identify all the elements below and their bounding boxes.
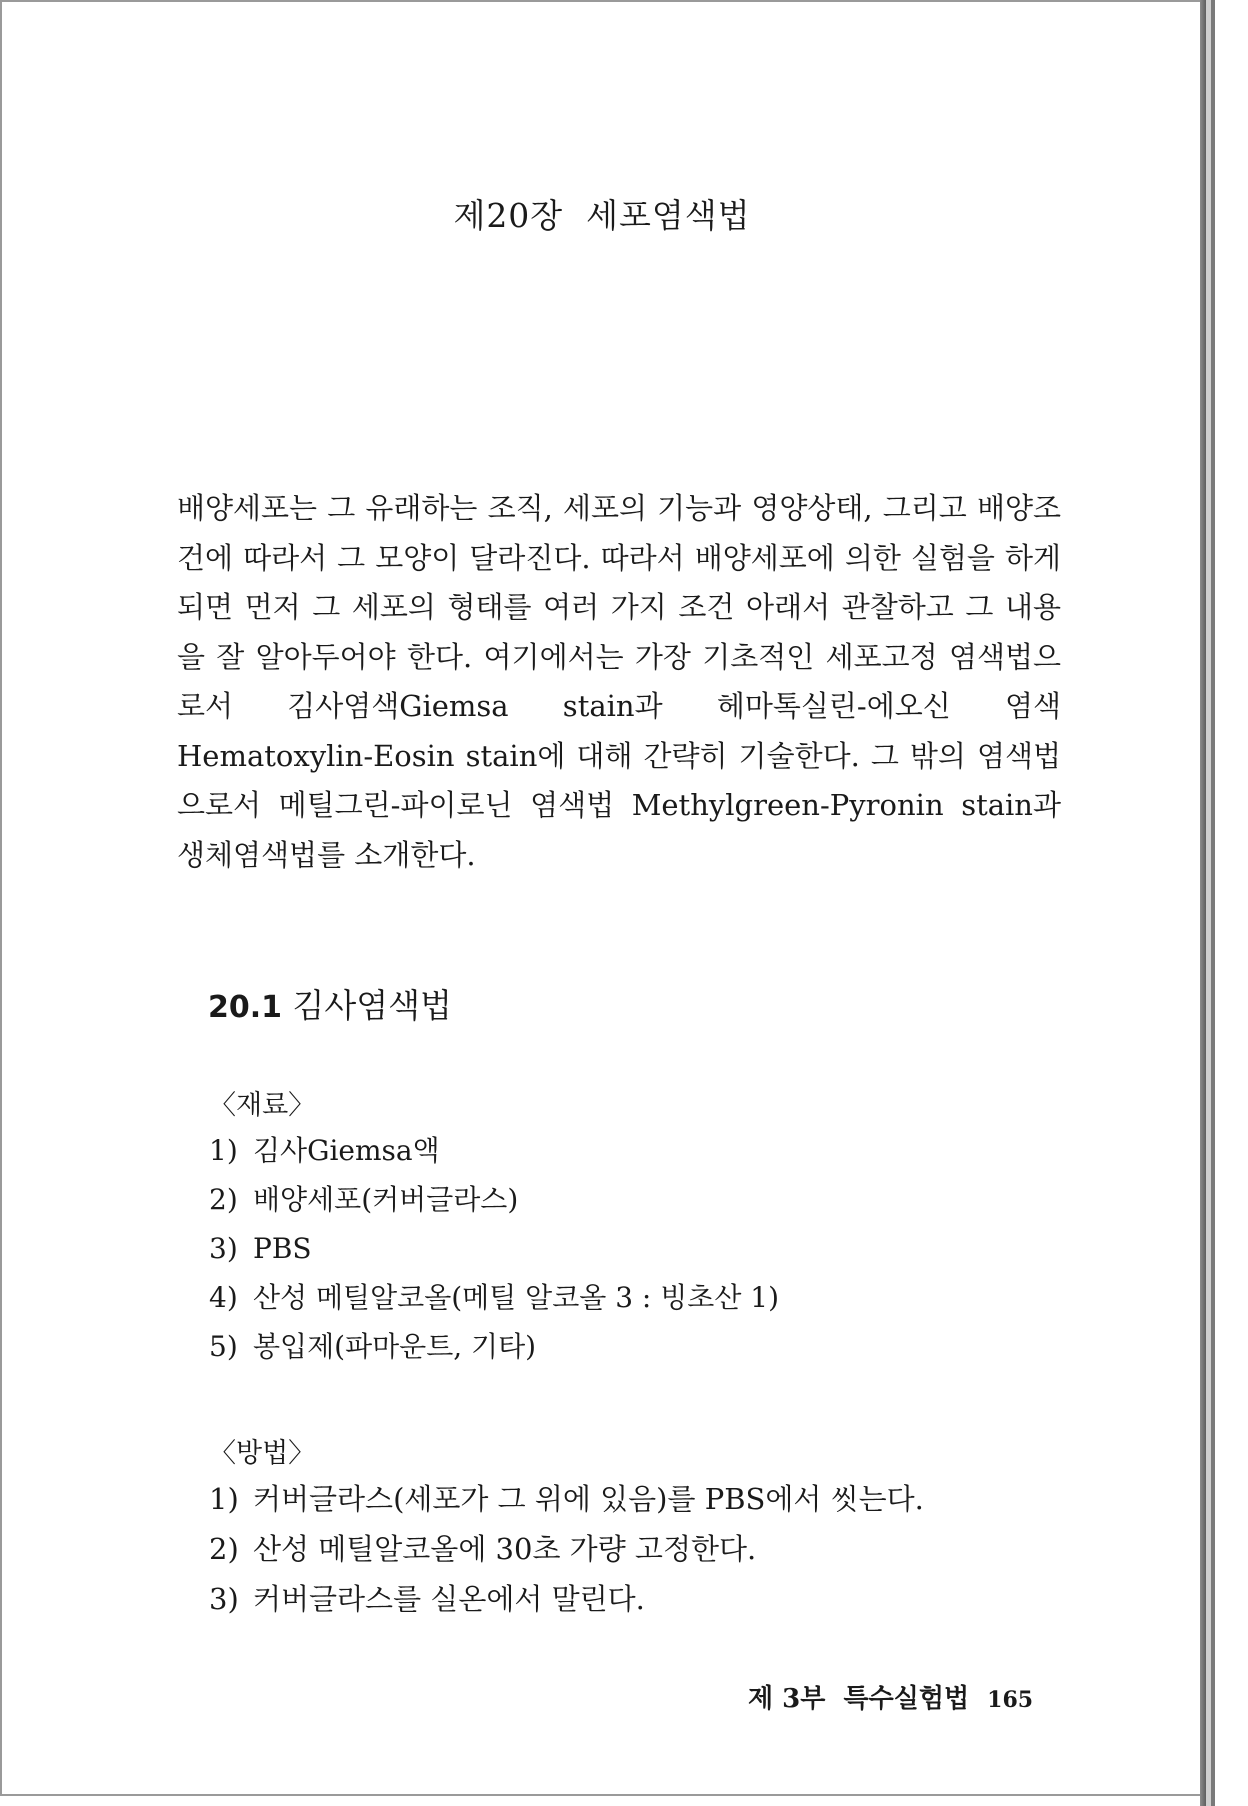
methods-heading: 〈방법〉 — [209, 1438, 316, 1469]
footer-part: 제 3부 특수실험법 — [748, 1684, 970, 1714]
section-heading — [208, 980, 452, 1027]
materials-heading: 〈재료〉 — [209, 1090, 316, 1121]
section-title: 김사염색법 — [292, 986, 452, 1025]
page-number: 165 — [987, 1687, 1034, 1713]
page-footer — [748, 1678, 1033, 1715]
page-margin — [1215, 0, 1248, 1806]
intro-paragraph: 배양세포는 그 유래하는 조직, 세포의 기능과 영양상태, 그리고 배양조건에 따라서 그 모양이 달라진다. 따라서 배양세포에 의한 실험을 하게 되면 먼저 그 세포의 형태를 여러 가지 조건 아래서 관찰하고 그 내용을 잘 알아두어야 한다. 여기에서는 가장 기초적인 세포고정 염색법으로서 김사염색Giemsa stain과 헤마톡실린-에오신 염색Hematoxylin-Eosin stain에 대해 간략히 기술한다. 그 밖의 염색법으로서 메틸그린-파이로닌 염색법 Methylgreen-Pyronin stain과 생체염색법를 소개한다. — [177, 491, 1061, 872]
list-item: 5) 봉입제(파마운트, 기타) — [209, 1330, 537, 1363]
methods-list — [209, 1474, 924, 1624]
section-number: 20.1 — [208, 990, 283, 1025]
materials-list — [209, 1126, 779, 1371]
list-item: 1) 커버글라스(세포가 그 위에 있음)를 PBS에서 씻는다. — [209, 1482, 924, 1516]
chapter-title: 제20장 세포염색법 — [453, 196, 751, 235]
list-item: 3) 커버글라스를 실온에서 말린다. — [209, 1582, 645, 1616]
list-item: 4) 산성 메틸알코올(메틸 알코올 3 : 빙초산 1) — [209, 1281, 780, 1314]
list-item: 2) 배양세포(커버글라스) — [209, 1183, 519, 1216]
list-item: 3) PBS — [209, 1232, 312, 1265]
list-item: 1) 김사Giemsa액 — [209, 1134, 440, 1167]
list-item: 2) 산성 메틸알코올에 30초 가량 고정한다. — [209, 1532, 757, 1566]
